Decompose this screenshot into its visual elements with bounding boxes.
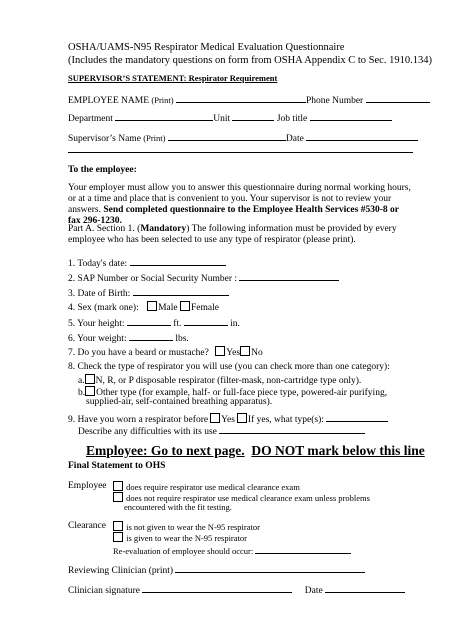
worn-yes-checkbox[interactable] bbox=[210, 413, 220, 423]
employee-name-label: EMPLOYEE NAME bbox=[68, 96, 150, 106]
part-a-mandatory: Mandatory bbox=[140, 224, 187, 234]
signature-row bbox=[68, 583, 405, 597]
q6-row bbox=[68, 331, 189, 345]
clr-opt2-row bbox=[113, 532, 247, 544]
height-feet-field[interactable] bbox=[127, 316, 171, 326]
emp-opt1-row bbox=[113, 481, 300, 493]
reviewing-row bbox=[68, 563, 365, 577]
sap-number-field[interactable] bbox=[239, 271, 339, 281]
banner-do-not-mark: DO NOT mark below this line bbox=[251, 443, 425, 458]
phone-label: Phone Number bbox=[305, 96, 364, 106]
q5-row bbox=[68, 316, 240, 330]
q8-b-label: Other type (for example, half- or full-face piece type, powered-air purifying, bbox=[96, 388, 388, 398]
print-hint: (Print) bbox=[151, 95, 174, 105]
male-label: Male bbox=[158, 303, 178, 313]
beard-yes-label: Yes bbox=[226, 348, 241, 358]
employee-instructions bbox=[68, 183, 413, 227]
reevaluation-row bbox=[113, 544, 351, 557]
does-require-label: does require respirator use medical clearance exam bbox=[126, 482, 300, 492]
department-label: Department bbox=[68, 114, 113, 124]
supervisor-name-row bbox=[68, 131, 418, 145]
does-not-require-label: does not require respirator use medical clearance exam unless problems bbox=[126, 493, 370, 503]
employee-heading: To the employee: bbox=[68, 165, 137, 175]
date-of-birth-field[interactable] bbox=[133, 286, 229, 296]
q7-row bbox=[68, 346, 263, 359]
does-not-require-checkbox[interactable] bbox=[113, 492, 123, 502]
form-subtitle: (Includes the mandatory questions on form from OSHA Appendix C to Sec. 1910.134) bbox=[68, 55, 432, 66]
form-title: OSHA/UAMS-N95 Respirator Medical Evaluation Questionnaire bbox=[68, 42, 345, 53]
job-title-field[interactable] bbox=[310, 111, 392, 121]
signature-date-label: Date bbox=[304, 586, 323, 596]
department-row bbox=[68, 111, 392, 125]
print-hint-2: (Print) bbox=[143, 133, 166, 143]
q8-option-a bbox=[78, 374, 361, 387]
signature-label: Clinician signature bbox=[68, 586, 141, 596]
is-given-label: is given to wear the N-95 respirator bbox=[126, 533, 247, 543]
date-label: Date bbox=[285, 134, 304, 144]
q8-b-continued: supplied-air, self-contained breathing apparatus). bbox=[86, 397, 273, 407]
respirator-type-field[interactable] bbox=[326, 412, 388, 422]
q5-label: 5. Your height: bbox=[68, 319, 125, 329]
q3-row bbox=[68, 286, 229, 300]
difficulties-field[interactable] bbox=[219, 424, 365, 434]
not-given-checkbox[interactable] bbox=[113, 521, 123, 531]
supervisor-date-field[interactable] bbox=[306, 131, 418, 141]
supervisor-heading: SUPERVISOR’S STATEMENT: Respirator Requirement bbox=[68, 73, 278, 83]
q3-label: 3. Date of Birth: bbox=[68, 289, 131, 299]
emp-opt2-continued: encountered with the fit testing. bbox=[124, 502, 232, 512]
instructions-text: Your employer must allow you to answer this questionnaire during normal working hours, or at a time and place that is convenient to you. Your supervisor is not to review your answers. bbox=[68, 183, 411, 215]
part-a-intro bbox=[68, 224, 413, 246]
reviewing-label: Reviewing Clinician (print) bbox=[68, 566, 174, 576]
q9-label: 9. Have you worn a respirator before bbox=[68, 415, 209, 425]
q8-b-prefix: b. bbox=[78, 388, 86, 398]
unit-field[interactable] bbox=[232, 111, 274, 121]
beard-yes-checkbox[interactable] bbox=[215, 346, 225, 356]
employee-name-field[interactable] bbox=[176, 93, 306, 103]
supervisor-name-field[interactable] bbox=[168, 131, 286, 141]
worn-no-checkbox[interactable] bbox=[237, 413, 247, 423]
employee-section-label: Employee bbox=[68, 481, 107, 491]
q4-label: 4. Sex (mark one): bbox=[68, 303, 139, 313]
q7-label: 7. Do you have a beard or mustache? bbox=[68, 348, 209, 358]
feet-unit: ft. bbox=[173, 319, 182, 329]
weight-unit: lbs. bbox=[175, 334, 189, 344]
weight-field[interactable] bbox=[129, 331, 173, 341]
supervisor-name-label: Supervisor’s Name bbox=[68, 134, 141, 144]
q8-label: 8. Check the type of respirator you will use (you can check more than one category): bbox=[68, 362, 390, 372]
q9-describe-row bbox=[78, 424, 365, 438]
todays-date-field[interactable] bbox=[130, 256, 226, 266]
employee-name-row bbox=[68, 93, 430, 107]
department-field[interactable] bbox=[115, 111, 213, 121]
q1-label: 1. Today's date: bbox=[68, 259, 128, 269]
divider bbox=[68, 152, 413, 153]
clr-opt1-row bbox=[113, 521, 260, 533]
clearance-section-label: Clearance bbox=[68, 521, 106, 531]
instructions-send: Send completed questionnaire to the Employee Health Services #530-8 or fax 296-1230. bbox=[68, 204, 399, 226]
other-type-checkbox[interactable] bbox=[85, 386, 95, 396]
signature-date-field[interactable] bbox=[325, 583, 405, 593]
not-given-label: is not given to wear the N-95 respirator bbox=[126, 522, 260, 532]
part-a-rest: ) The following information must be provided by every employee who has been selected to use any type of respirator (please print). bbox=[68, 224, 397, 245]
does-require-checkbox[interactable] bbox=[113, 481, 123, 491]
worn-if-yes-label: If yes, what type(s): bbox=[247, 415, 324, 425]
clinician-signature-field[interactable] bbox=[142, 583, 292, 593]
phone-field[interactable] bbox=[366, 93, 430, 103]
q8-a-label: N, R, or P disposable respirator (filter-mask, non-cartridge type only). bbox=[95, 376, 362, 386]
q4-row bbox=[68, 301, 219, 314]
is-given-checkbox[interactable] bbox=[113, 532, 123, 542]
male-checkbox[interactable] bbox=[147, 301, 157, 311]
part-a-prefix: Part A. Section 1. ( bbox=[68, 224, 141, 234]
reevaluation-label: Re-evaluation of employee should occur: bbox=[113, 546, 254, 556]
q8-a-prefix: a. bbox=[78, 376, 85, 386]
q2-label: 2. SAP Number or Social Security Number : bbox=[68, 274, 238, 284]
female-checkbox[interactable] bbox=[180, 301, 190, 311]
q2-row bbox=[68, 271, 339, 285]
female-label: Female bbox=[190, 303, 219, 313]
q6-label: 6. Your weight: bbox=[68, 334, 127, 344]
banner-go-next: Employee: Go to next page. bbox=[86, 443, 245, 458]
beard-no-label: No bbox=[251, 348, 263, 358]
next-page-banner bbox=[86, 443, 425, 459]
q1-row bbox=[68, 256, 226, 270]
beard-no-checkbox[interactable] bbox=[240, 346, 250, 356]
height-inches-field[interactable] bbox=[184, 316, 228, 326]
final-heading: Final Statement to OHS bbox=[68, 461, 166, 471]
unit-label: Unit bbox=[213, 114, 231, 124]
inches-unit: in. bbox=[230, 319, 240, 329]
worn-yes-label: Yes bbox=[221, 415, 235, 425]
n95-checkbox[interactable] bbox=[85, 374, 95, 384]
reviewing-clinician-field[interactable] bbox=[175, 563, 365, 573]
reevaluation-field[interactable] bbox=[255, 544, 351, 554]
q9-describe-label: Describe any difficulties with its use bbox=[78, 427, 217, 437]
job-title-label: Job title bbox=[276, 114, 308, 124]
